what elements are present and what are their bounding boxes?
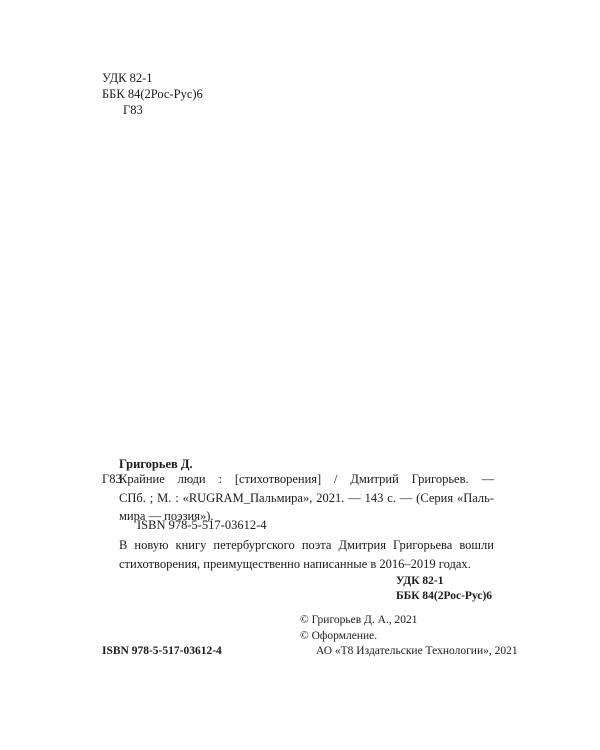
catalog-bbk: ББК 84(2Рос-Рус)6 xyxy=(396,590,493,602)
catalog-isbn: ISBN 978-5-517-03612-4 xyxy=(137,518,267,532)
catalog-author: Григорьев Д. xyxy=(119,457,193,471)
catalog-author-mark: Г83 xyxy=(102,472,122,486)
bbk-code-top: ББК 84(2Рос-Рус)6 xyxy=(102,87,203,101)
copyright-design: © Оформление. xyxy=(300,630,378,642)
annotation-line: стихотворения, преимущественно написанные в 2016–2019 годах. xyxy=(119,556,471,571)
footer-isbn: ISBN 978-5-517-03612-4 xyxy=(102,645,222,657)
udk-code-top: УДК 82-1 xyxy=(102,71,153,85)
author-mark-top: Г83 xyxy=(123,103,143,117)
catalog-annotation xyxy=(119,536,494,573)
description-line: Крайние люди : [стихотворения] / Дмитрий Григорьев. — xyxy=(119,472,494,486)
catalog-udk: УДК 82-1 xyxy=(396,575,444,587)
copyright-publisher: АО «Т8 Издательские Технологии», 2021 xyxy=(316,645,518,657)
description-line: мира — поэзия»). xyxy=(119,509,214,523)
copyright-author: © Григорьев Д. А., 2021 xyxy=(300,614,418,626)
annotation-line: В новую книгу петербургского поэта Дмитрия Григорьева вошли xyxy=(119,538,494,552)
description-line: СПб. ; М. : «RUGRAM_Пальмира», 2021. — 143 с. — (Серия «Паль- xyxy=(119,490,494,505)
